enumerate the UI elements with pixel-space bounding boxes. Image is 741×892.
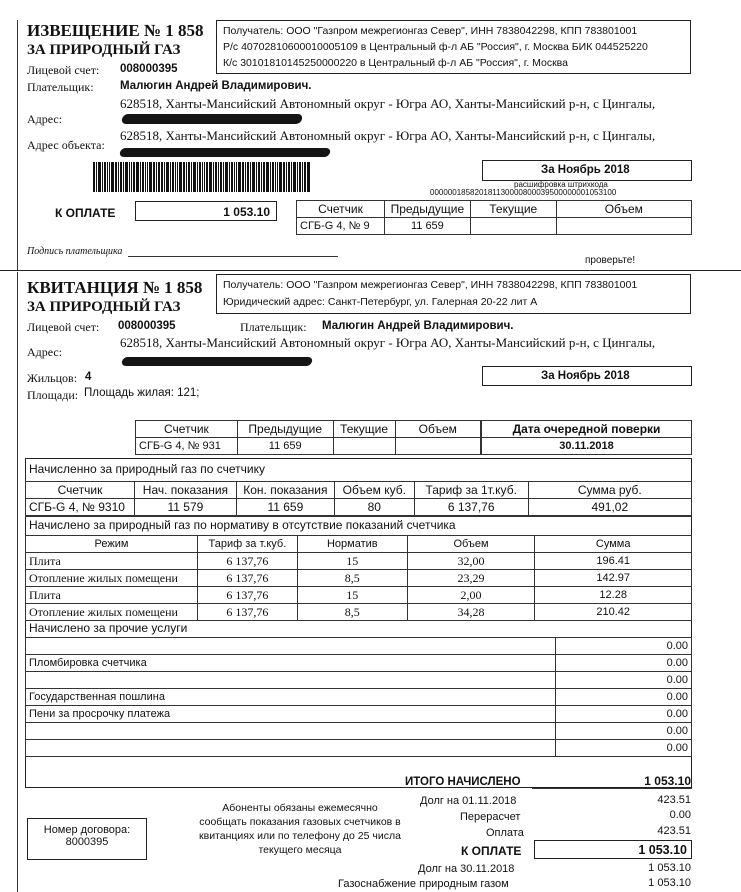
receipt-to-pay: 1 053.10 xyxy=(638,843,687,857)
norm-charges-row: Отопление жилых помещени 6 137,76 8,5 23,29 142.97 xyxy=(26,570,692,587)
barcode-caption: расшифровка штрихкода xyxy=(514,180,608,189)
notice-meter-cell xyxy=(556,218,691,235)
section2-title: Начислено за природный газ по нормативу в отсутствие показаний счетчика xyxy=(29,518,456,532)
debt-start: 423.51 xyxy=(657,794,691,806)
meter-charges-header: Тариф за 1т.куб. xyxy=(414,482,528,499)
receipt-meter-cell xyxy=(333,438,395,455)
meter-charges-cell: 11 579 xyxy=(134,499,236,516)
receipt-to-pay-label: К ОПЛАТЕ xyxy=(461,844,522,858)
meter-notice: Абоненты обязаны ежемесячно сообщать показания газовых счетчиков в квитанциях или по телефону до 25 числа текущего месяца xyxy=(199,802,401,856)
receipt-to-pay-box xyxy=(534,840,692,859)
signature-line xyxy=(128,256,338,257)
notice-meter-header: Объем xyxy=(556,201,691,218)
notice-period: За Ноябрь 2018 xyxy=(541,164,630,176)
notice-meter-cell: 11 659 xyxy=(384,218,470,235)
other-services-row: 0.00 xyxy=(26,740,692,757)
notice-title: ИЗВЕЩЕНИЕ № 1 858 xyxy=(27,21,204,40)
residents-value: 4 xyxy=(85,371,92,383)
receipt-account-label: Лицевой счет: xyxy=(27,320,100,334)
meter-charges-cell: 6 137,76 xyxy=(414,499,528,516)
norm-charges-row: Отопление жилых помещени 6 137,76 8,5 34,28 210.42 xyxy=(26,604,692,621)
check-label: проверьте! xyxy=(585,255,636,266)
receipt-meter-cell xyxy=(395,438,480,455)
notice-meter-header: Текущие xyxy=(470,201,556,218)
norm-charges-header: Норматив xyxy=(297,536,407,553)
recalc-label: Перерасчет xyxy=(460,811,521,823)
notice-payer: Малюгин Андрей Владимирович. xyxy=(120,80,312,92)
notice-object-address: 628518, Ханты-Мансийский Автономный округ - Югра АО, Ханты-Мансийский р-н, с Цингалы, xyxy=(120,128,656,143)
norm-charges-row: Плита 6 137,76 15 2,00 12.28 xyxy=(26,587,692,604)
barcode xyxy=(93,162,311,192)
other-services-row: Пломбировка счетчика 0.00 xyxy=(26,655,692,672)
receipt-margin-line xyxy=(17,272,18,892)
receipt-period: За Ноябрь 2018 xyxy=(541,370,630,382)
meter-charges-cell: 11 659 xyxy=(236,499,334,516)
receipt-period-box xyxy=(482,366,692,386)
notice-to-pay-box xyxy=(135,201,277,221)
other-services-row: 0.00 xyxy=(26,638,692,655)
notice-meter-cell xyxy=(470,218,556,235)
cut-line xyxy=(0,270,741,271)
receipt-subtitle: ЗА ПРИРОДНЫЙ ГАЗ xyxy=(27,299,181,315)
receipt-title: КВИТАНЦИЯ № 1 858 xyxy=(27,278,203,297)
verify-date: 30.11.2018 xyxy=(482,438,692,455)
receipt-meter-header: Объем xyxy=(395,421,480,438)
receipt-recipient-box xyxy=(216,274,691,314)
signature-label: Подпись плательщика xyxy=(27,246,123,257)
contract-box xyxy=(27,818,147,860)
receipt-meter-header: Текущие xyxy=(333,421,395,438)
section-divider xyxy=(25,516,692,517)
verify-table xyxy=(481,420,692,455)
notice-meter-header: Предыдущие xyxy=(384,201,470,218)
norm-charges-row: Плита 6 137,76 15 32,00 196.41 xyxy=(26,553,692,570)
norm-charges-header: Тариф за т.куб. xyxy=(197,536,297,553)
notice-recipient-line2: Р/с 40702810600010005109 в Центральный ф-л АБ "Россия", г. Москва БИК 044525220 xyxy=(223,41,648,53)
redaction-mark xyxy=(119,148,331,157)
notice-to-pay: 1 053.10 xyxy=(223,205,270,219)
other-services-table xyxy=(25,637,692,757)
notice-meter-cell: СГБ-G 4, № 9 xyxy=(297,218,385,235)
notice-object-address-label: Адрес объекта: xyxy=(27,138,105,152)
notice-recipient-line1: Получатель: ООО "Газпром межрегионгаз Север", ИНН 7838042298, КПП 783801001 xyxy=(223,25,638,37)
recalc: 0.00 xyxy=(669,809,691,821)
contract-label: Номер договора: xyxy=(43,824,131,836)
payment-label: Оплата xyxy=(486,827,524,839)
meter-charges-header: Счетчик xyxy=(26,482,135,499)
redaction-mark xyxy=(121,357,313,366)
receipt-meter-header: Предыдущие xyxy=(237,421,333,438)
verify-label: Дата очередной поверки xyxy=(482,421,692,438)
meter-charges-cell: СГБ-G 4, № 9310 xyxy=(26,499,135,516)
receipt-meter-cell: 11 659 xyxy=(237,438,333,455)
barcode-number: 000000185820181130000800039500000001053100 xyxy=(430,188,617,197)
notice-account-label: Лицевой счет: xyxy=(27,63,100,77)
gas-supply: 1 053.10 xyxy=(648,877,691,889)
receipt-meter-header: Счетчик xyxy=(136,421,238,438)
contract-number: 8000395 xyxy=(65,836,109,848)
total-underline xyxy=(532,788,692,789)
notice-recipient-box xyxy=(216,20,691,74)
notice-address: 628518, Ханты-Мансийский Автономный округ - Югра АО, Ханты-Мансийский р-н, с Цингалы, xyxy=(120,96,656,111)
other-services-row: Государственная пошлина 0.00 xyxy=(26,689,692,706)
receipt-meter-cell: СГБ-G 4, № 931 xyxy=(136,438,238,455)
norm-charges-header: Сумма xyxy=(535,536,692,553)
notice-address-label: Адрес: xyxy=(27,112,63,126)
notice-to-pay-label: К ОПЛАТЕ xyxy=(55,206,116,220)
receipt-recipient-line2: Юридический адрес: Санкт-Петербург, ул. Галерная 20-22 лит А xyxy=(223,296,538,308)
section3-title: Начислено за прочие услуги xyxy=(29,621,188,635)
receipt-address: 628518, Ханты-Мансийский Автономный округ - Югра АО, Ханты-Мансийский р-н, с Цингалы, xyxy=(120,335,656,350)
receipt-payer: Малюгин Андрей Владимирович. xyxy=(322,320,514,332)
meter-charges-header: Нач. показания xyxy=(134,482,236,499)
notice-margin-line xyxy=(17,20,18,270)
area-label: Площади: xyxy=(27,388,79,402)
norm-charges-header: Режим xyxy=(26,536,198,553)
debt-start-label: Долг на 01.11.2018 xyxy=(420,795,517,807)
meter-charges-header: Объем куб. xyxy=(334,482,414,499)
notice-payer-label: Плательщик: xyxy=(27,80,94,94)
other-services-row: 0.00 xyxy=(26,672,692,689)
redaction-mark xyxy=(121,114,303,124)
receipt-payer-label: Плательщик: xyxy=(240,320,307,334)
norm-charges-table xyxy=(25,535,692,621)
notice-account: 008000395 xyxy=(120,63,178,75)
norm-charges-header: Объем xyxy=(407,536,535,553)
area-value: Площадь жилая: 121; xyxy=(84,387,200,399)
receipt-meter-table xyxy=(135,420,481,455)
debt-end-label: Долг на 30.11.2018 xyxy=(418,863,515,875)
receipt-recipient-line1: Получатель: ООО "Газпром межрегионгаз Север", ИНН 7838042298, КПП 783801001 xyxy=(223,279,638,291)
notice-meter-table xyxy=(296,200,692,235)
total-value: 1 053.10 xyxy=(644,774,691,788)
notice-recipient-line3: К/с 30101810145250000220 в Центральный ф-л АБ "Россия", г. Москва xyxy=(223,57,568,69)
residents-label: Жильцов: xyxy=(27,371,78,385)
receipt-address-label: Адрес: xyxy=(27,345,63,359)
meter-charges-header: Сумма руб. xyxy=(528,482,691,499)
receipt-account: 008000395 xyxy=(118,320,176,332)
other-services-row: Пени за просрочку платежа 0.00 xyxy=(26,706,692,723)
meter-charges-cell: 80 xyxy=(334,499,414,516)
payment: 423.51 xyxy=(657,825,691,837)
debt-end: 1 053.10 xyxy=(648,862,691,874)
notice-subtitle: ЗА ПРИРОДНЫЙ ГАЗ xyxy=(27,42,181,58)
section1-title: Начисленно за природный газ по счетчику xyxy=(29,462,265,476)
notice-period-box xyxy=(482,160,692,181)
meter-charges-cell: 491,02 xyxy=(528,499,691,516)
notice-meter-header: Счетчик xyxy=(297,201,385,218)
meter-charges-header: Кон. показания xyxy=(236,482,334,499)
total-label: ИТОГО НАЧИСЛЕНО xyxy=(405,776,521,788)
other-services-row: 0.00 xyxy=(26,723,692,740)
gas-supply-label: Газоснабжение природным газом xyxy=(338,878,509,890)
meter-charges-table xyxy=(25,481,692,516)
